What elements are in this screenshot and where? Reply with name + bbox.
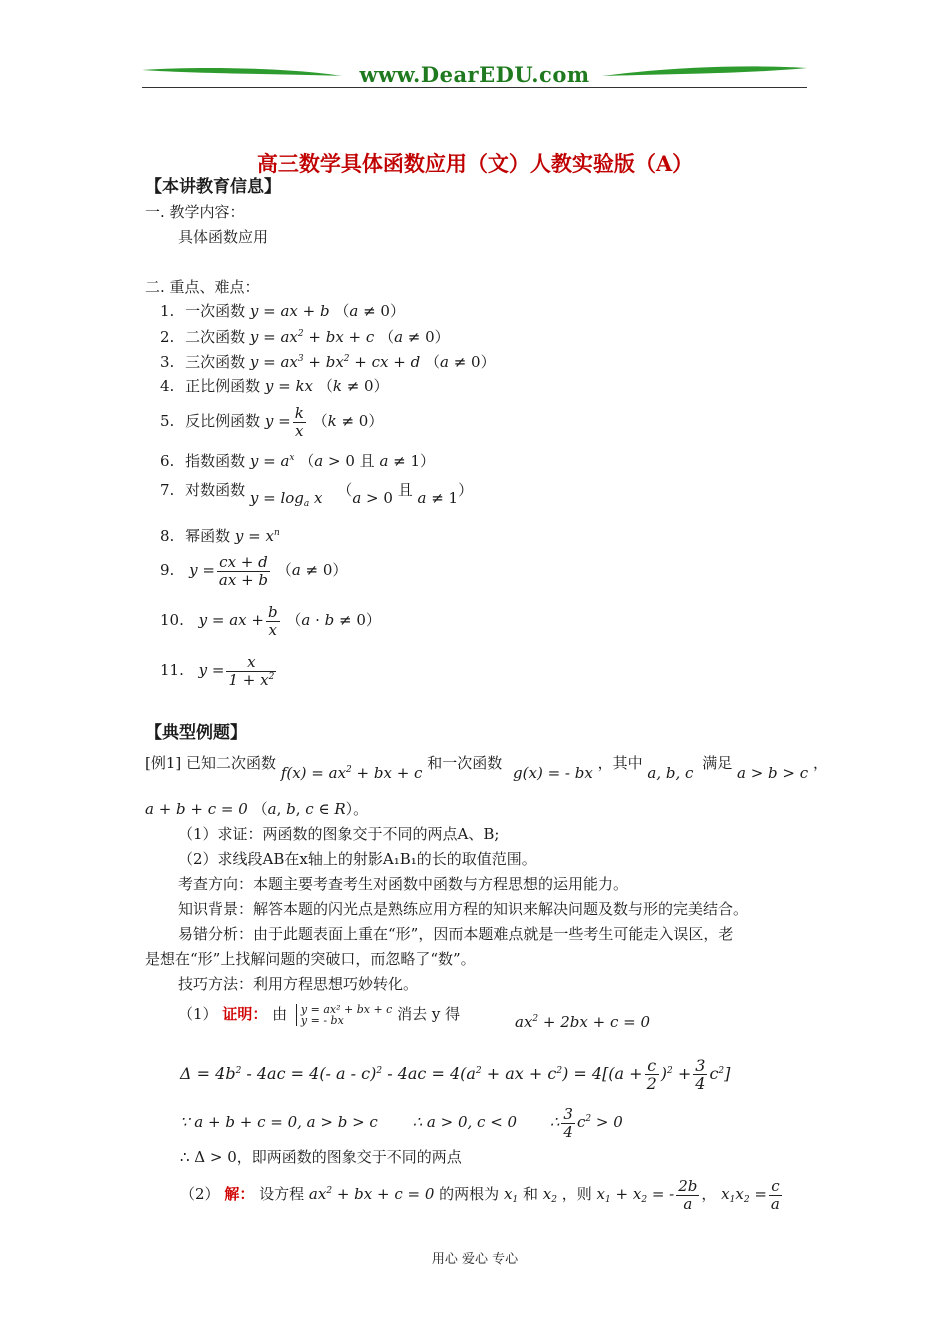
section-info-heading: 【本讲教育信息】 [145,177,281,197]
item-formula: $y = ax^2$ + bx + c [249,328,375,346]
therefore-2: ∴ $\frac{3}{4}$ $c^2 > 0$ [549,1104,623,1141]
item-condition: （a ≠ 0） [334,302,405,320]
delta-expression: $\Delta = 4b^2 - 4ac = 4(-$ $a - c)^2 - 4ac = 4(a^2$ + ax + $c^2) = 4[(a$ + $\frac{c}{2}$ )$^2$ + $\frac{3}{4}$ $c^2$] [180,1056,731,1093]
item-formula: $y = \log_a x$ [249,489,323,509]
because-text: ∵ a + b + c = 0, a > b > c [180,1113,378,1131]
formula-f: $f(x) = ax^2$ + bx + c [280,764,423,782]
item-formula: y = $\frac{x}{1 + x^2}$ [198,652,275,689]
error-analysis-line2: 是想在“形”上找解问题的突破口，而忽略了“数”。 [145,950,476,968]
item-formula: y = ax + $\frac{b}{x}$ [198,602,278,639]
item-condition: （a > 0 且 a ≠ 1） [299,452,436,470]
item-number: 8. [160,527,175,545]
item-condition: （a · b ≠ 0） [286,611,381,629]
formula-g: g(x) = - bx [513,764,593,782]
item-condition: （k ≠ 0） [312,412,384,430]
example1-statement [145,750,828,782]
text-comma: ， [812,754,828,772]
item-name: 反比例函数 [185,412,261,430]
list-item [160,377,389,395]
solution-and: 和 [522,1185,538,1203]
item-name: 指数函数 [185,452,246,470]
item-name: 幂函数 [185,527,231,545]
item-condition: （a ≠ 0） [379,328,450,346]
solution-equation: $ax^2$ + bx + c = 0 [308,1185,435,1203]
item-name: 二次函数 [185,328,246,346]
page-footer: 用心 爱心 专心 [431,1252,519,1267]
header-rule [142,87,807,88]
item-number: 5. [160,412,175,430]
text-and-linear: 和一次函数 [427,754,503,772]
formula-cond2-paren: （a, b, c ∈ R）。 [252,800,369,818]
solution-x1: $x_1$ [503,1185,519,1205]
part2-label: 二. 重点、难点： [145,278,260,296]
item-name: 正比例函数 [185,377,261,395]
item-formula: $y = x^n$ [234,527,280,545]
list-item [160,652,278,689]
example1-intro: [例1] 已知二次函数 [145,754,277,772]
solution-word: 解： [224,1185,255,1203]
error-analysis-line1: 易错分析：由于此题表面上重在“形”，因而本题难点就是一些考生可能走入误区，老 [178,925,734,943]
item-condition: （k ≠ 0） [317,377,389,395]
item-number: 4. [160,377,175,395]
item-number: 1. [160,302,175,320]
text-satisfy: 满足 [702,754,733,772]
item-formula: $y = a^x$ [249,452,295,470]
item-number: 6. [160,452,175,470]
question-2: （2）求线段AB在x轴上的射影A₁B₁的长的取值范围。 [178,850,537,868]
solution-then: ，则 [561,1185,592,1203]
list-item [160,552,347,589]
item-number: 11. [160,661,184,679]
item-name: 三次函数 [185,353,246,371]
text-where: ，其中 [597,754,643,772]
item-condition: （a ≠ 0） [424,353,496,371]
list-item [160,478,474,509]
question-1: （1）求证：两函数的图象交于不同的两点A、B; [178,825,500,843]
item-name: 对数函数 [185,481,246,499]
solution-roots: 的两根为 [439,1185,500,1203]
proof-label: （1） [178,1005,218,1023]
technique-method: 技巧方法：利用方程思想巧妙转化。 [178,975,419,993]
part1-content: 具体函数应用 [178,228,269,246]
formula-cond2: a + b + c = 0 [145,800,248,818]
quadratic-equation: $ax^2 + 2bx + c = 0$ [515,1013,651,1031]
list-item [160,452,435,470]
item-formula: y = kx [264,377,314,395]
section-examples-heading: 【典型例题】 [145,723,247,743]
item-number: 9. [160,561,175,579]
list-item [160,353,496,371]
item-formula: y = ax + b [249,302,330,320]
proof-by: 由 [272,1005,288,1023]
formula-abc: a, b, c [647,764,694,782]
page-title: 高三数学具体函数应用（文）人教实验版（A） [256,151,694,176]
item-number: 7. [160,481,175,499]
solution-line: （2） 解： 设方程 $ax^2$ + bx + c = 0 的两根为 $x_1$ 和 $x_2$ ，则 $x_1 + x_2$ = - $\frac{2b}{a}$ ， $x_1x_2$ = $\frac{c}{a}$ [180,1176,784,1213]
solution-sum: $x_1 + x_2$ = - $\frac{2b}{a}$ [596,1176,698,1213]
therefore-1: ∴ a > 0, c < 0 [412,1113,518,1131]
list-item [160,403,383,440]
equation-system [296,1004,392,1026]
solution-text: 设方程 [259,1185,305,1203]
solution-x2: $x_2$ [542,1185,557,1205]
exam-direction: 考查方向：本题主要考查考生对函数中函数与方程思想的运用能力。 [178,875,629,893]
knowledge-background: 知识背景：解答本题的闪光点是熟练应用方程的知识来解决问题及数与形的完美结合。 [178,900,749,918]
eliminate-text: 消去 y 得 [397,1005,461,1023]
part1-label: 一. 教学内容： [145,203,245,221]
item-number: 2. [160,328,175,346]
because-line [180,1104,623,1141]
list-item [160,302,405,320]
site-logo-text[interactable]: www.DearEDU.com [359,62,590,87]
item-name: 一次函数 [185,302,246,320]
example1-condition [145,800,368,818]
item-condition: （a ≠ 0） [276,561,348,579]
solution-label: （2） [180,1185,220,1203]
solution-product: $x_1x_2$ = $\frac{c}{a}$ [721,1176,780,1213]
proof-word: 证明： [222,1005,268,1023]
item-formula: y = $\frac{k}{x}$ [264,403,304,440]
item-condition: （a > 0 且 a ≠ 1） [337,481,474,507]
system-eq1: y = ax² + bx + c [300,1003,393,1016]
proof-line [178,1001,460,1027]
item-formula: y = $\frac{cx + d}{ax + b}$ [189,552,269,589]
system-eq2: y = - bx [300,1014,344,1027]
item-number: 3. [160,353,175,371]
list-item [160,328,450,346]
list-item [160,527,280,545]
page-header [142,60,807,94]
conclusion-line: ∴ Δ > 0，即两函数的图象交于不同的两点 [180,1148,462,1166]
item-number: 10. [160,611,184,629]
list-item [160,602,381,639]
formula-ineq: a > b > c [737,764,809,782]
item-formula: $y = ax^3 + bx^2$ + cx + d [249,353,421,371]
